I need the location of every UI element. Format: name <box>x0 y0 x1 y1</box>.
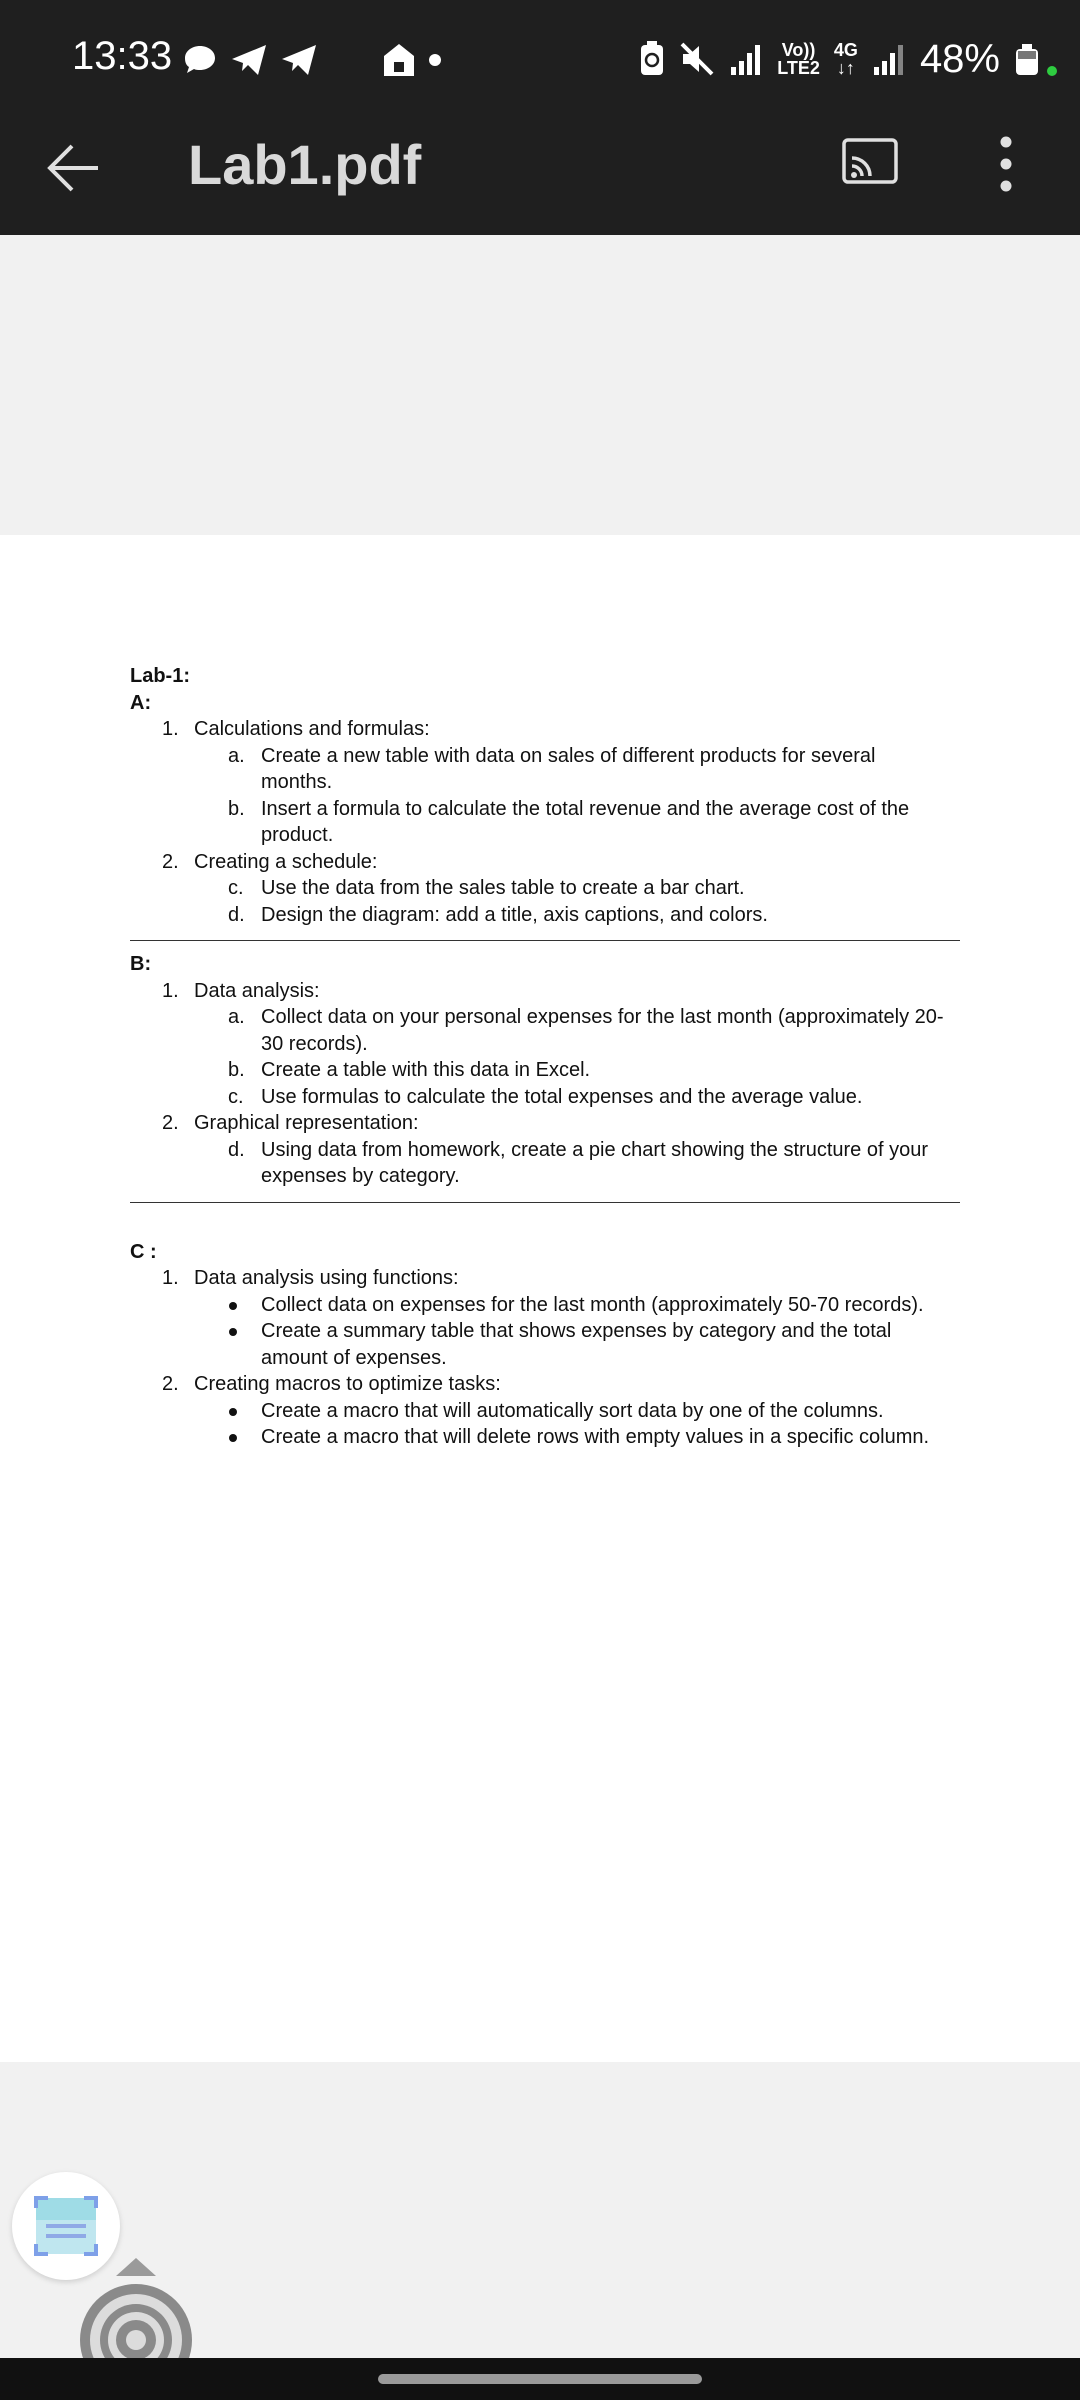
list-item <box>130 978 960 1005</box>
sub-line: Create a new table with data on sales of different products for several <box>261 744 876 767</box>
cast-icon[interactable] <box>842 138 898 184</box>
section-label: B: <box>130 953 152 975</box>
battery-percent: 48% <box>919 36 1000 81</box>
notification-icons <box>182 40 442 80</box>
network-4g-top: 4G <box>833 40 858 60</box>
sub-line: Create a macro that will delete rows with empty values in a specific column. <box>261 1426 930 1448</box>
sub-marker: c. <box>228 877 244 899</box>
home-lock-icon <box>382 42 416 78</box>
telegram-icon <box>230 43 268 77</box>
sub-line: Use formulas to calculate the total expenses and the average value. <box>261 1085 863 1108</box>
list-item <box>130 716 960 743</box>
sub-line: Design the diagram: add a title, axis captions, and colors. <box>261 903 768 926</box>
sub-item <box>130 743 960 796</box>
sub-line: Insert a formula to calculate the total revenue and the average cost of the <box>261 797 910 820</box>
sub-marker: d. <box>228 903 245 926</box>
document-title: Lab1.pdf <box>188 133 422 196</box>
arrow-left-icon[interactable] <box>44 138 104 198</box>
mute-icon <box>679 41 715 77</box>
sub-item <box>130 1424 960 1451</box>
battery-saver-icon <box>639 41 665 77</box>
sub-line: Collect data on expenses for the last month (approximately 50-70 records). <box>261 1293 924 1316</box>
sub-item <box>130 796 960 849</box>
sub-item <box>130 1318 960 1371</box>
list-item <box>130 1110 960 1137</box>
list-text: Data analysis using functions: <box>194 1267 459 1289</box>
list-number: 1. <box>162 979 179 1002</box>
more-vertical-icon[interactable] <box>992 134 1020 194</box>
chat-bubble-icon <box>182 43 218 77</box>
sub-line: Using data from homework, create a pie chart showing the structure of your <box>261 1138 928 1161</box>
volte-top: Vo)) <box>781 40 816 60</box>
signal-icon <box>729 41 763 77</box>
sub-marker: a. <box>228 1006 245 1028</box>
list-number: 2. <box>162 1373 179 1395</box>
sub-line: Create a macro that will automatically sort data by one of the columns. <box>261 1399 884 1422</box>
bullet-icon <box>229 1328 237 1336</box>
sub-item <box>130 1084 960 1111</box>
sub-line: 30 records). <box>261 1032 368 1055</box>
network-4g-bottom: ↓↑ <box>836 58 855 78</box>
sub-line: expenses by category. <box>261 1165 460 1187</box>
pdf-page[interactable] <box>0 535 1080 2062</box>
list-number: 1. <box>162 1267 179 1289</box>
sub-marker: d. <box>228 1138 245 1161</box>
sub-item <box>130 902 960 929</box>
list-item <box>130 1265 960 1292</box>
signal-icon <box>872 41 906 77</box>
list-number: 1. <box>162 718 179 740</box>
bullet-icon <box>229 1434 237 1442</box>
home-handle[interactable] <box>378 2374 702 2384</box>
list-text: Data analysis: <box>194 979 320 1002</box>
spacer <box>130 1213 960 1239</box>
sub-item <box>130 1057 960 1084</box>
list-text: Graphical representation: <box>194 1112 419 1134</box>
list-text: Creating macros to optimize tasks: <box>194 1373 501 1395</box>
sub-marker: c. <box>228 1085 244 1108</box>
list-item <box>130 849 960 876</box>
sub-marker: a. <box>228 744 245 767</box>
sub-line: Create a summary table that shows expenses by category and the total <box>261 1320 892 1342</box>
sub-marker: b. <box>228 1059 245 1081</box>
sub-line: months. <box>261 771 333 793</box>
volte-bottom: LTE2 <box>777 58 820 78</box>
top-bar <box>0 0 1080 235</box>
sub-item <box>130 1004 960 1057</box>
battery-icon <box>1014 39 1058 79</box>
sub-item <box>130 875 960 902</box>
sub-line: Collect data on your personal expenses for the last month (approximately 20- <box>261 1006 944 1028</box>
list-number: 2. <box>162 850 179 873</box>
status-time: 13:33 <box>72 34 173 78</box>
navigation-bar <box>0 2358 1080 2400</box>
network-4g-label <box>834 41 858 77</box>
bullet-icon <box>229 1408 237 1416</box>
sub-item <box>130 1292 960 1319</box>
sub-line: product. <box>261 824 334 846</box>
status-bar <box>0 0 1080 120</box>
list-number: 2. <box>162 1112 179 1134</box>
section-divider <box>130 1202 960 1203</box>
telegram-icon <box>280 43 318 77</box>
section-label: A: <box>130 691 152 714</box>
sub-line: Use the data from the sales table to create a bar chart. <box>261 877 745 899</box>
list-item <box>130 1371 960 1398</box>
document-heading: Lab-1: <box>130 665 190 687</box>
sub-line: Create a table with this data in Excel. <box>261 1059 591 1081</box>
section-divider <box>130 940 960 941</box>
list-text: Calculations and formulas: <box>194 718 430 740</box>
list-text: Creating a schedule: <box>194 850 378 873</box>
sub-item <box>130 1137 960 1190</box>
sub-line: amount of expenses. <box>261 1346 447 1369</box>
status-right <box>639 34 1058 84</box>
sub-item <box>130 1398 960 1425</box>
bullet-icon <box>229 1302 237 1310</box>
dot-icon <box>428 53 442 67</box>
section-label: C : <box>130 1240 157 1263</box>
document-content <box>130 663 960 1451</box>
volte-label <box>777 41 820 77</box>
app-bar <box>0 120 1080 235</box>
sub-marker: b. <box>228 797 245 820</box>
